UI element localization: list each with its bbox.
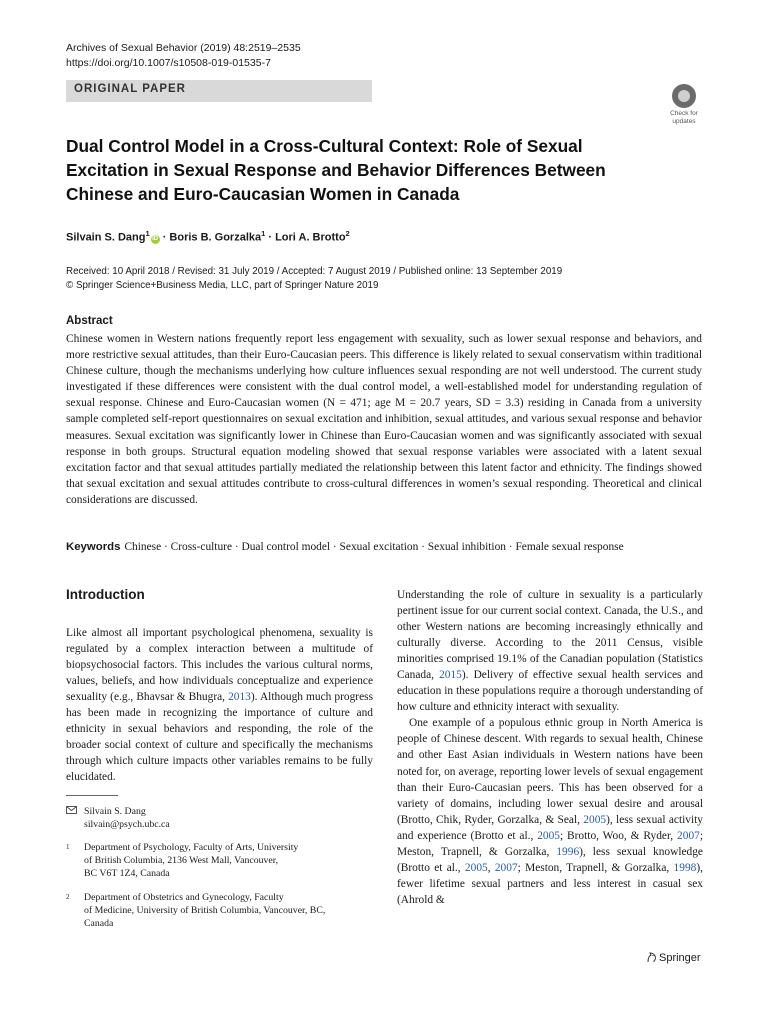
affiliation-line: Canada — [84, 918, 114, 929]
article-type-label: ORIGINAL PAPER — [74, 83, 186, 95]
keywords-list: Chinese · Cross-culture · Dual control model · Sexual excitation · Sexual inhibition · Female sexual response — [124, 541, 624, 553]
dates-line: Received: 10 April 2018 / Revised: 31 July 2019 / Accepted: 7 August 2019 / Published online: 13 September 2019 — [66, 266, 563, 277]
intro-paragraph: Understanding the role of culture in sexuality is a particularly pertinent issue for our current social context. Canada, the U.S., and other Western nations are becoming increasingly ethnically and culturally diverse. According to the 2011 Census, visible minorities comprised 19.1% of the Canadian population (Statistics Canada, 2015). Delivery of effective sexual health services and education in these populations require a thorough understanding of how culture and ethnicity interact with sexuality. — [397, 589, 703, 714]
citation-link[interactable]: 1996 — [556, 845, 580, 858]
citation-link[interactable]: 2007 — [677, 829, 700, 842]
publisher-logo — [646, 951, 701, 964]
author-affiliation-mark: 1 — [261, 229, 266, 238]
author-list — [66, 229, 350, 244]
check-updates-line-2: updates — [672, 117, 696, 125]
author-name[interactable]: Lori A. Brotto — [275, 231, 346, 244]
author-name[interactable]: Boris B. Gorzalka — [169, 231, 262, 244]
citation-link[interactable]: 2007 — [494, 861, 518, 874]
check-for-updates-badge[interactable] — [664, 84, 704, 124]
abstract-heading: Abstract — [66, 315, 113, 327]
citation-link[interactable]: 2005 — [464, 861, 488, 874]
citation-link[interactable]: 1998 — [673, 861, 697, 874]
author-separator: · — [159, 231, 170, 244]
intro-column-right — [397, 587, 703, 908]
keywords — [66, 541, 624, 553]
affiliation-line: Department of Psychology, Faculty of Arts, University — [84, 842, 299, 853]
abstract-text: Chinese women in Western nations frequently report less engagement with sexuality, such as lower sexual response and behaviors, and more restrictive sexual attitudes, than their Euro-Caucasian peers. This difference is likely related to sexual conservatism within traditional Chinese culture, though the mechanisms underlying how culture influences sexual responding are not well understood. The current study investigated if these differences were consistent with the dual control model, a well-established model for understanding regulation of sexual response. Chinese and Euro-Caucasian women (N = 471; age M = 20.7 years, SD = 3.3) residing in Canada from a university sample completed self-report questionnaires on sexual excitation and inhibition, sexual attitudes, and various sexual response and behavior measures. Sexual excitation was significantly lower in Chinese than Euro-Caucasian women and was significantly associated with sexual response in both groups. Structural equation modeling showed that sexual response variables were associated with a latent sexual excitation factor and that sexual attitudes partially mediated the relationship between this latent factor and ethnicity. The findings showed that sexual excitation and sexual attitudes contribute to cross-cultural differences in women’s sexual responding. Theoretical and clinical considerations are discussed. — [66, 333, 702, 506]
affiliation-line: Department of Obstetrics and Gynecology, Faculty — [84, 892, 284, 903]
affiliation-mark: 2 — [66, 893, 70, 901]
keywords-label: Keywords — [66, 541, 121, 553]
citation-link[interactable]: 2013 — [228, 691, 251, 704]
check-updates-icon — [672, 84, 696, 108]
citation-link[interactable]: 2005 — [583, 813, 607, 826]
publication-history — [66, 265, 562, 293]
affiliation-line: BC V6T 1Z4, Canada — [84, 868, 170, 879]
introduction-heading: Introduction — [66, 587, 145, 602]
intro-paragraph: One example of a populous ethnic group in North America is people of Chinese descent. With regards to sexual health, Chinese and other East Asian individuals in Western nations have been noted for, on average, reporting lower levels of sexual engagement than their Euro-Caucasian peers. This has been observed for a variety of domains, including lower sexual desire and arousal (Brotto, Chik, Ryder, Gorzalka, & Seal, 2005), less sexual activity and experience (Brotto et al., 2005; Brotto, Woo, & Ryder, 2007; Meston, Trapnell, & Gorzalka, 1996), less sexual knowledge (Brotto et al., 2005, 2007; Meston, Trapnell, & Gorzalka, 1998), fewer lifetime sexual partners and less interest in casual sex (Ahrold & — [397, 717, 703, 906]
citation-link[interactable]: 2005 — [537, 829, 560, 842]
corresponding-email[interactable]: silvain@psych.ubc.ca — [84, 819, 170, 830]
springer-horse-icon — [646, 951, 657, 963]
affiliation-1 — [84, 841, 298, 880]
affiliation-mark: 1 — [66, 843, 70, 851]
publisher-name: Springer — [659, 952, 701, 964]
author-separator: · — [265, 231, 276, 244]
author-affiliation-mark: 1 — [145, 229, 150, 238]
check-updates-line-1: Check for — [670, 110, 698, 117]
envelope-icon — [66, 805, 77, 818]
footnote-rule — [66, 795, 118, 796]
copyright-line: © Springer Science+Business Media, LLC, part of Springer Nature 2019 — [66, 280, 379, 291]
footnotes — [66, 805, 366, 935]
affiliation-line: of British Columbia, 2136 West Mall, Vancouver, — [84, 855, 279, 866]
intro-column-left — [66, 625, 373, 785]
journal-line: Archives of Sexual Behavior (2019) 48:2519–2535 — [66, 42, 301, 54]
doi-link[interactable]: https://doi.org/10.1007/s10508-019-01535-7 — [66, 57, 271, 69]
article-title: Dual Control Model in a Cross-Cultural Context: Role of Sexual Excitation in Sexual Response and Behavior Differences Between Chinese and Euro-Caucasian Women in Canada — [66, 136, 606, 204]
journal-citation — [66, 41, 301, 71]
citation-link[interactable]: 2015 — [439, 669, 462, 682]
intro-paragraph: Like almost all important psychological phenomena, sexuality is regulated by a complex interaction between a multitude of biopsychosocial factors. This includes the various cultural norms, values, beliefs, and how individuals conceptualize and experience sexuality (e.g., Bhavsar & Bhugra, 2013). Although much progress has been made in recognizing the importance of culture and ethnicity in sexual behaviors and responding, the role of the broader social context of culture and specifically the mechanisms through which culture impacts other variables remains to be fully elucidated. — [66, 627, 374, 784]
article-type-banner — [66, 80, 372, 102]
corresponding-author: Silvain S. Dang — [84, 806, 146, 817]
affiliation-line: of Medicine, University of British Columbia, Vancouver, BC, — [84, 905, 326, 916]
affiliation-2 — [84, 891, 325, 930]
author-affiliation-mark: 2 — [345, 229, 350, 238]
author-name[interactable]: Silvain S. Dang — [66, 231, 146, 244]
orcid-icon[interactable]: iD — [152, 235, 159, 242]
